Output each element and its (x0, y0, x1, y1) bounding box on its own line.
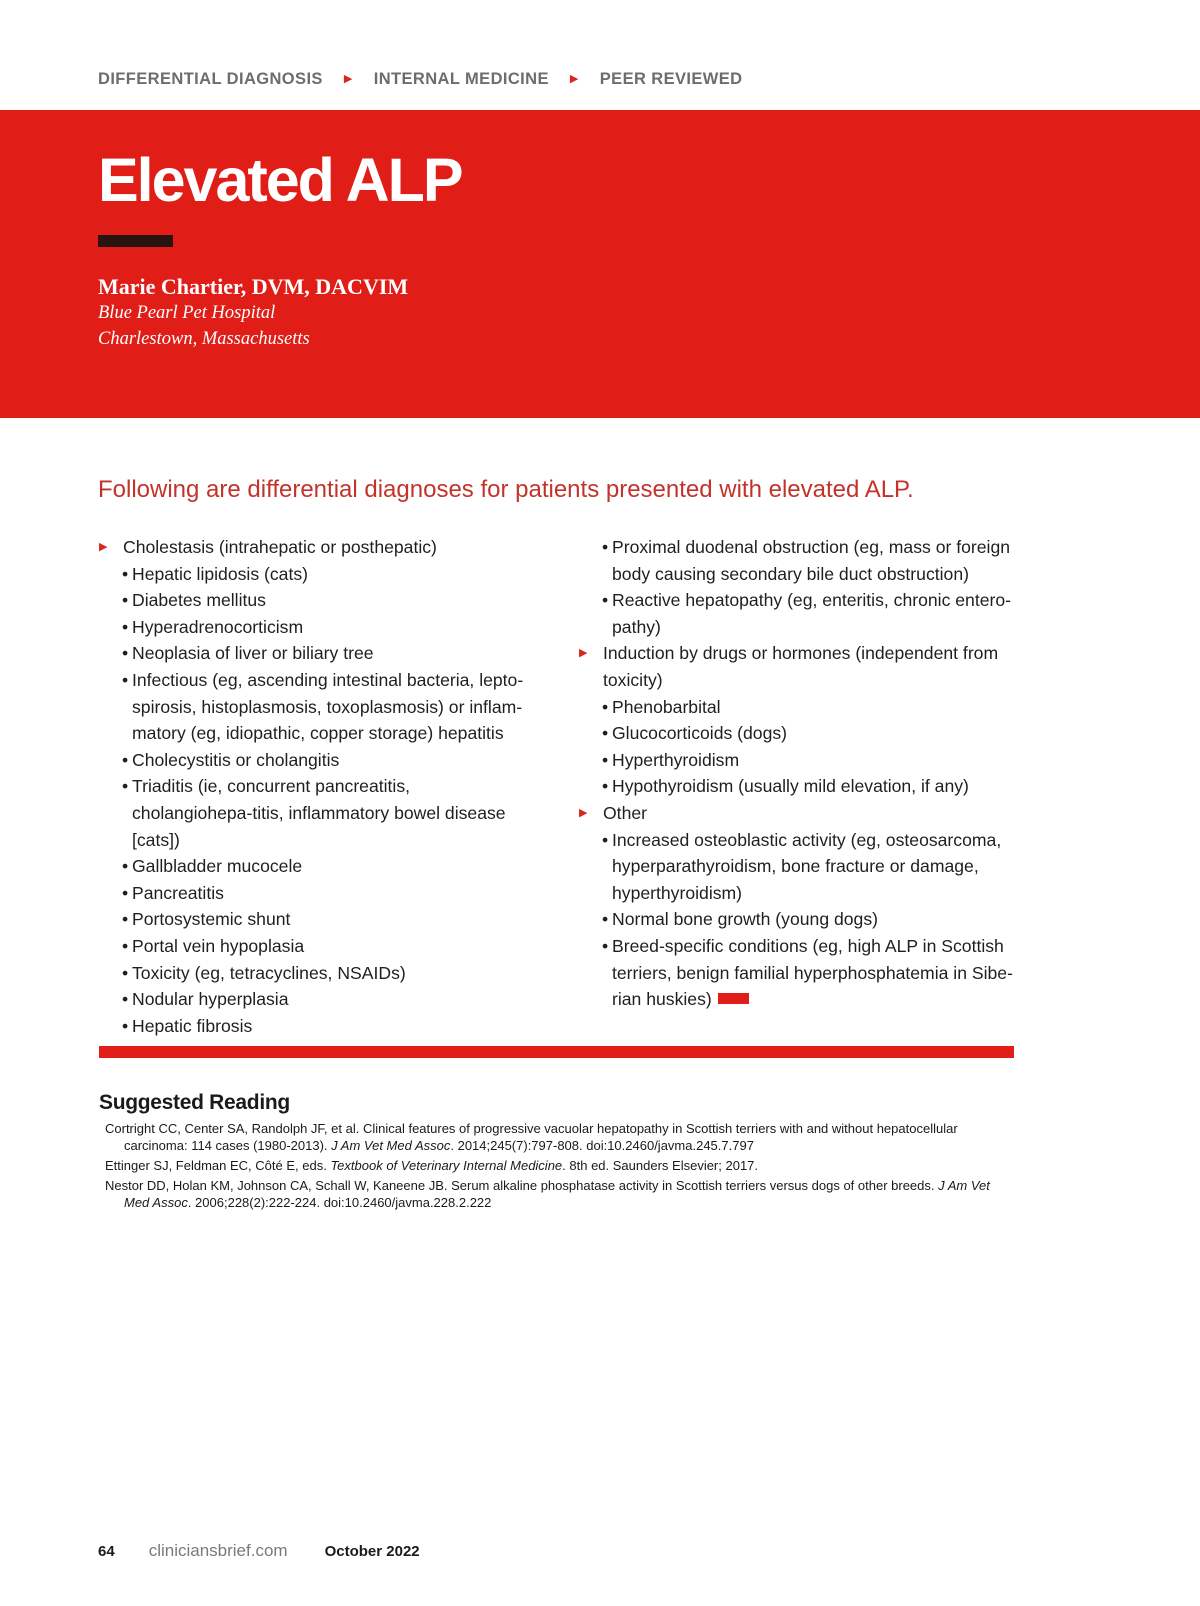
triangle-right-icon: ▶ (579, 806, 588, 819)
bullet-icon: • (602, 935, 609, 956)
category-cholestasis (98, 534, 528, 561)
list-item: • Toxicity (eg, tetracyclines, NSAIDs) (98, 960, 528, 987)
journal-name: J Am Vet Med Assoc (124, 1178, 990, 1210)
list-item: • Hepatic fibrosis (98, 1013, 528, 1040)
bullet-icon: • (602, 590, 609, 611)
list-item: • Gallbladder mucocele (98, 853, 528, 880)
site-link[interactable]: cliniciansbrief.com (148, 1541, 288, 1560)
bullet-icon: • (122, 749, 129, 770)
page-title: Elevated ALP (98, 146, 462, 214)
list-item: • Proximal duodenal obstruction (eg, mass or foreign body causing secondary bile duct obstruction) (578, 534, 1018, 587)
issue-date: October 2022 (324, 1543, 420, 1560)
list-item: • Phenobarbital (578, 694, 1018, 721)
breadcrumb-item-internal-medicine[interactable]: INTERNAL MEDICINE (373, 70, 549, 88)
title-banner (0, 110, 1200, 418)
bullet-icon: • (122, 989, 129, 1010)
list-item: • Portal vein hypoplasia (98, 933, 528, 960)
breadcrumb-item-differential-diagnosis[interactable]: DIFFERENTIAL DIAGNOSIS (98, 70, 323, 88)
bullet-icon: • (122, 776, 129, 797)
category-other (578, 800, 1018, 827)
category-label: Induction by drugs or hormones (independent from toxicity) (603, 643, 999, 690)
reference-list (105, 1120, 1005, 1214)
breadcrumb (98, 70, 743, 89)
list-item: • Infectious (eg, ascending intestinal bacteria, lepto-spirosis, histoplasmosis, toxoplasmosis) or inflam-matory (eg, idiopathic, copper storage) hepatitis (98, 667, 528, 747)
triangle-right-icon: ▶ (343, 73, 353, 85)
bullet-icon: • (602, 537, 609, 557)
reference-item: Ettinger SJ, Feldman EC, Côté E, eds. Textbook of Veterinary Internal Medicine. 8th ed. Saunders Elsevier; 2017. (105, 1158, 759, 1173)
reference-item: Cortright CC, Center SA, Randolph JF, et al. Clinical features of progressive vacuolar hepatopathy in Scottish terriers with and without hepatocellular carcinoma: 114 cases (1980-2013). J Am Vet Med Assoc. 2014;245(7):797-808. doi:10.2460/javma.245.7.797 (105, 1121, 958, 1153)
bullet-icon: • (122, 643, 129, 664)
page-footer (98, 1541, 420, 1561)
bullet-icon: • (602, 723, 609, 744)
author-name: Marie Chartier, DVM, DACVIM (98, 274, 409, 299)
category-label: Other (603, 802, 648, 823)
bullet-icon: • (602, 829, 609, 850)
list-item: • Nodular hyperplasia (98, 986, 528, 1013)
category-induction (578, 640, 1018, 693)
bullet-icon: • (122, 856, 129, 877)
bullet-icon: • (122, 962, 129, 983)
red-block-icon (718, 993, 749, 1004)
left-column (98, 534, 528, 1039)
list-item: • Triaditis (ie, concurrent pancreatitis, cholangiohepa-titis, inflammatory bowel disease [cats]) (98, 773, 528, 853)
journal-name: J Am Vet Med Assoc (331, 1138, 451, 1153)
bullet-icon: • (122, 616, 129, 637)
list-item: • Hypothyroidism (usually mild elevation, if any) (578, 773, 1018, 800)
bullet-icon: • (122, 882, 129, 903)
section-divider (99, 1046, 1014, 1058)
triangle-right-icon: ▶ (99, 541, 108, 553)
list-item: • Portosystemic shunt (98, 906, 528, 933)
book-title: Textbook of Veterinary Internal Medicine (330, 1158, 563, 1173)
author-affiliation: Blue Pearl Pet Hospital (98, 303, 276, 323)
intro-text: Following are differential diagnoses for patients presented with elevated ALP. (98, 476, 914, 503)
triangle-right-icon: ▶ (569, 73, 579, 85)
list-item: • Breed-specific conditions (eg, high ALP in Scottish terriers, benign familial hyperphosphatemia in Sibe-rian huskies) (578, 933, 1018, 1013)
list-item: • Glucocorticoids (dogs) (578, 720, 1018, 747)
list-item: • Hyperadrenocorticism (98, 614, 528, 641)
list-item: • Cholecystitis or cholangitis (98, 747, 528, 774)
author-block (98, 274, 408, 352)
bullet-icon: • (122, 1015, 129, 1036)
bullet-icon: • (602, 696, 609, 717)
breadcrumb-item-peer-reviewed[interactable]: PEER REVIEWED (599, 70, 743, 88)
list-item: • Pancreatitis (98, 880, 528, 907)
bullet-icon: • (122, 590, 129, 611)
list-item: • Increased osteoblastic activity (eg, osteosarcoma, hyperparathyroidism, bone fracture or damage, hyperthyroidism) (578, 827, 1018, 907)
bullet-icon: • (602, 749, 609, 770)
bullet-icon: • (602, 909, 609, 930)
reference-item: Nestor DD, Holan KM, Johnson CA, Schall W, Kaneene JB. Serum alkaline phosphatase activity in Scottish terriers versus dogs of other breeds. J Am Vet Med Assoc. 2006;228(2):222-224. doi:10.2460/javma.228.2.222 (105, 1178, 990, 1210)
list-item: • Diabetes mellitus (98, 587, 528, 614)
bullet-icon: • (122, 669, 129, 690)
bullet-icon: • (602, 776, 609, 797)
list-item: • Hepatic lipidosis (cats) (98, 561, 528, 588)
bullet-icon: • (122, 935, 129, 956)
bullet-icon: • (122, 909, 129, 930)
title-underline-bar (98, 235, 173, 247)
list-item: • Reactive hepatopathy (eg, enteritis, chronic entero-pathy) (578, 587, 1018, 640)
category-label: Cholestasis (intrahepatic or posthepatic) (123, 537, 437, 557)
bullet-icon: • (122, 563, 129, 584)
triangle-right-icon: ▶ (579, 647, 588, 660)
list-item: • Hyperthyroidism (578, 747, 1018, 774)
page-number: 64 (98, 1543, 115, 1560)
author-location: Charlestown, Massachusetts (98, 329, 310, 349)
list-item: • Neoplasia of liver or biliary tree (98, 640, 528, 667)
suggested-reading-heading: Suggested Reading (99, 1091, 290, 1114)
right-column (578, 534, 1018, 1013)
list-item: • Normal bone growth (young dogs) (578, 906, 1018, 933)
